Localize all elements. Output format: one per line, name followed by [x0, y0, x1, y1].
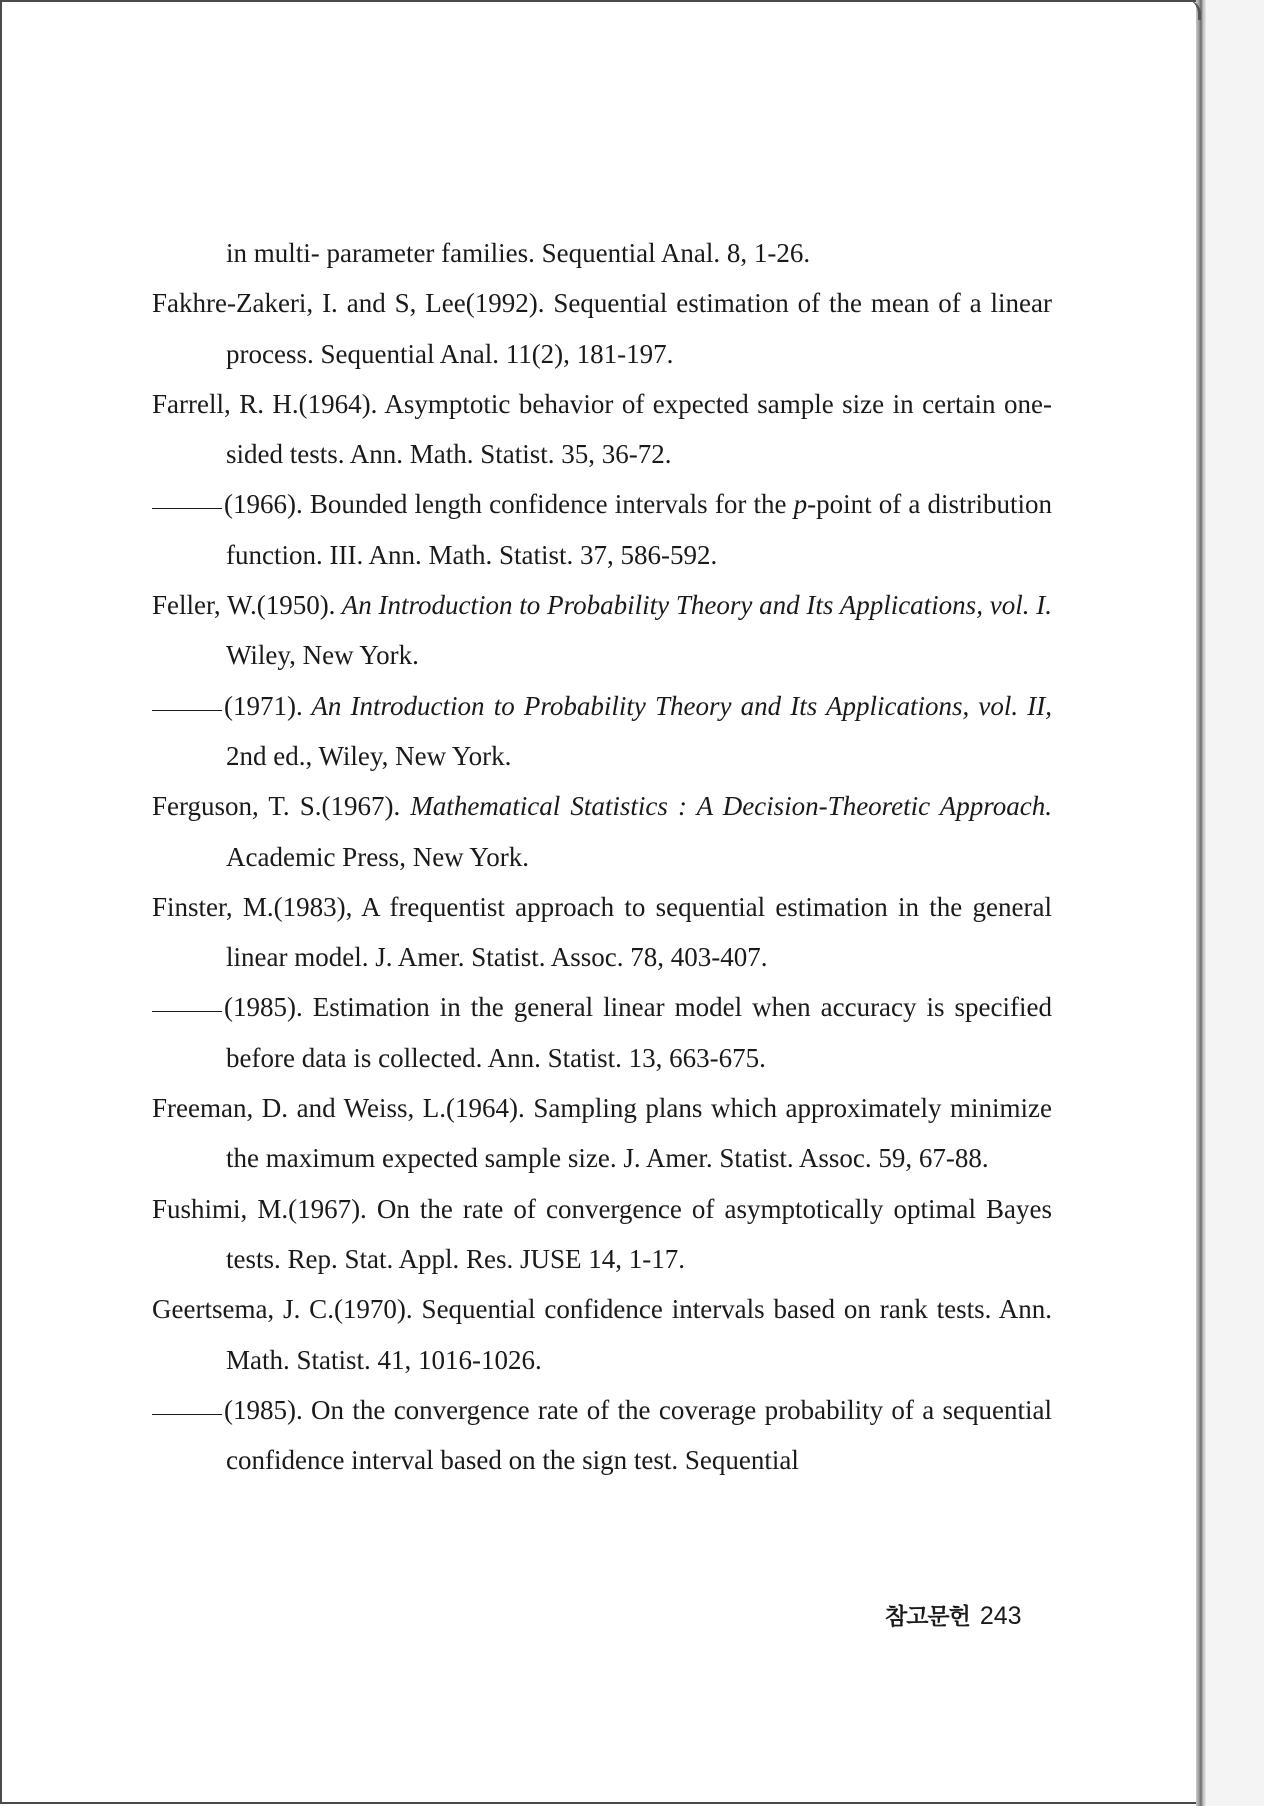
reference-body: Sequential estimation of the mean of a linear process. Sequential Anal. 11(2), 181-197.	[226, 288, 1052, 369]
reference-entry	[152, 479, 1052, 580]
reference-body: Bounded length confidence intervals for the	[302, 489, 794, 520]
reference-author: Fakhre-Zakeri, I. and S, Lee(1992).	[152, 288, 545, 319]
reference-body: Estimation in the general linear model when accuracy is specified before data is collected. Ann. Statist. 13, 663-675.	[226, 992, 1052, 1073]
reference-entry	[152, 1083, 1052, 1184]
reference-entry	[152, 580, 1052, 681]
same-author-dash	[152, 1414, 222, 1415]
reference-entry	[152, 379, 1052, 480]
reference-author: Farrell, R. H.(1964).	[152, 388, 378, 419]
viewer-background	[1206, 0, 1264, 1806]
reference-author: Feller, W.(1950).	[152, 590, 336, 621]
reference-title: Mathematical Statistics : A Decision-Theoretic Approach.	[400, 791, 1052, 822]
reference-list	[152, 228, 1052, 1485]
reference-body: Wiley, New York.	[226, 640, 419, 671]
reference-author: Ferguson, T. S.(1967).	[152, 791, 401, 822]
reference-year: (1985).	[224, 1394, 303, 1425]
reference-body: -point of a distribution function. III. Ann. Math. Statist. 37, 586-592.	[226, 489, 1052, 570]
reference-year: (1985).	[224, 992, 303, 1023]
reference-body: Sampling plans which approximately minimize the maximum expected sample size. J. Amer. Statist. Assoc. 59, 67-88.	[226, 1093, 1052, 1174]
same-author-dash	[152, 508, 222, 509]
page-number: 243	[979, 1602, 1022, 1630]
reference-text: in multi- parameter families. Sequential Anal. 8, 1-26.	[226, 238, 811, 268]
reference-entry	[152, 681, 1052, 782]
reference-author: Finster, M.(1983),	[152, 891, 353, 922]
reference-body: 2nd ed., Wiley, New York.	[226, 740, 512, 771]
reference-body: A frequentist approach to sequential estimation in the general linear model. J. Amer. Statist. Assoc. 78, 403-407.	[226, 891, 1052, 973]
reference-author: Freeman, D. and Weiss, L.(1964).	[152, 1093, 525, 1124]
reference-body: On the convergence rate of the coverage probability of a sequential confidence interval based on the sign test. Sequential	[226, 1394, 1052, 1476]
reference-entry	[152, 982, 1052, 1083]
same-author-dash	[152, 710, 222, 711]
page-footer	[885, 1598, 1022, 1631]
reference-italic: p	[793, 489, 808, 520]
reference-year: (1966).	[224, 489, 303, 520]
reference-author: Geertsema, J. C.(1970).	[152, 1294, 413, 1325]
reference-author: Fushimi, M.(1967).	[152, 1193, 367, 1224]
reference-entry	[152, 781, 1052, 882]
reference-entry	[152, 1284, 1052, 1385]
page-edge	[1196, 0, 1206, 1806]
reference-entry	[152, 882, 1052, 983]
reference-body: Sequential confidence intervals based on rank tests. Ann. Math. Statist. 41, 1016-1026.	[226, 1294, 1052, 1375]
reference-body: Asymptotic behavior of expected sample size in certain one-sided tests. Ann. Math. Statist. 35, 36-72.	[226, 388, 1052, 470]
reference-title: An Introduction to Probability Theory and Its Applications, vol. I.	[335, 590, 1052, 621]
reference-body: On the rate of convergence of asymptotically optimal Bayes tests. Rep. Stat. Appl. Res. JUSE 14, 1-17.	[226, 1193, 1052, 1274]
reference-title: An Introduction to Probability Theory and Its Applications, vol. II,	[302, 690, 1052, 721]
reference-entry	[152, 1385, 1052, 1486]
section-title: 참고문헌	[885, 1604, 970, 1630]
same-author-dash	[152, 1011, 222, 1012]
reference-entry	[152, 278, 1052, 379]
reference-continuation	[152, 228, 1052, 278]
reference-entry	[152, 1184, 1052, 1285]
reference-body: Academic Press, New York.	[226, 841, 529, 872]
reference-year: (1971).	[224, 690, 303, 721]
